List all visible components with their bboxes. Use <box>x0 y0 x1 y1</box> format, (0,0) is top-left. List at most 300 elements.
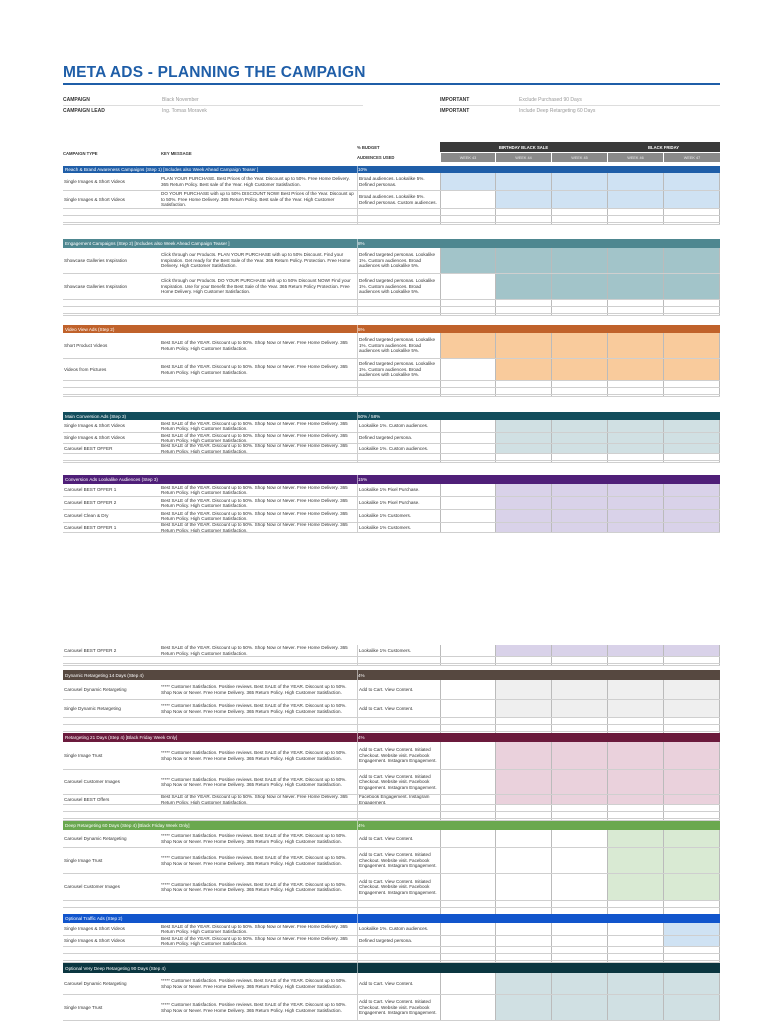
week-cell[interactable] <box>663 381 720 387</box>
important-label: IMPORTANT <box>440 97 470 103</box>
table-row <box>63 742 720 770</box>
key-message-cell: Best SALE of the YEAR. Discount up to 50%. Shop Now or Never. Free Home Delivery. 365 Return Policy. High Customer Satisfaction. <box>161 340 348 351</box>
week-cell[interactable] <box>607 510 663 522</box>
week-cell[interactable] <box>495 961 551 962</box>
week-cell[interactable] <box>495 420 551 432</box>
audience-cell: Broad audiences. Lookalike 5%. Defined personas. Custom audiences. <box>357 191 439 208</box>
table-row <box>63 805 720 812</box>
key-message-cell: Best SALE of the YEAR. Discount up to 50%. Shop Now or Never. Free Home Delivery. 365 Return Policy. High Customer Satisfaction. <box>161 523 348 532</box>
week-cell[interactable] <box>551 718 607 724</box>
week-cell[interactable] <box>663 680 720 699</box>
week-cell[interactable] <box>551 795 607 804</box>
week-cell[interactable] <box>663 420 720 432</box>
week-cell[interactable] <box>607 770 663 794</box>
week-cell[interactable] <box>551 680 607 699</box>
week-cell[interactable] <box>495 680 551 699</box>
table-row <box>63 973 720 995</box>
campaign-label: CAMPAIGN <box>63 97 90 103</box>
week-cell[interactable] <box>440 700 495 717</box>
week-cell[interactable] <box>495 333 551 358</box>
week-cell[interactable] <box>663 805 720 811</box>
week-cell[interactable] <box>495 314 551 315</box>
campaign-type-cell: Carousel Dynamic Retargeting <box>64 980 127 986</box>
week-cell[interactable] <box>440 388 495 394</box>
week-cell[interactable] <box>495 947 551 953</box>
campaign-type-cell: Single Images & Short Videos <box>64 423 125 429</box>
week-cell[interactable] <box>607 333 663 358</box>
week-cell[interactable] <box>440 461 495 462</box>
week-cell[interactable] <box>495 819 551 820</box>
week-cell[interactable] <box>551 381 607 387</box>
week-cell[interactable] <box>607 954 663 960</box>
week-cell[interactable] <box>440 300 495 306</box>
week-cell[interactable] <box>663 191 720 208</box>
audience-cell <box>357 718 439 724</box>
section-band <box>63 733 720 742</box>
week-cell[interactable] <box>551 947 607 953</box>
week-cell[interactable] <box>551 497 607 509</box>
week-cell[interactable] <box>607 718 663 724</box>
week-cell[interactable] <box>440 923 495 935</box>
week-cell[interactable] <box>607 848 663 873</box>
week-cell[interactable] <box>607 359 663 380</box>
week-cell[interactable] <box>663 433 720 443</box>
section-title: Retargeting 21 Days (Step 4) [Black Friday Week Only] <box>65 735 178 740</box>
week-cell[interactable] <box>607 461 663 462</box>
week-cell[interactable] <box>495 954 551 960</box>
week-cell[interactable] <box>440 725 495 731</box>
week-cell[interactable] <box>495 433 551 443</box>
week-cell[interactable] <box>607 874 663 900</box>
week-cell[interactable] <box>607 395 663 396</box>
week-cell[interactable] <box>551 300 607 306</box>
week-cell[interactable] <box>663 274 720 299</box>
week-cell[interactable] <box>440 274 495 299</box>
week-cell[interactable] <box>551 248 607 273</box>
week-cell[interactable] <box>495 812 551 818</box>
week-cell[interactable] <box>607 388 663 394</box>
week-cell[interactable] <box>663 314 720 315</box>
week-cell[interactable] <box>495 307 551 313</box>
week-cell[interactable] <box>607 947 663 953</box>
week-cell[interactable] <box>607 300 663 306</box>
week-cell[interactable] <box>663 874 720 900</box>
week-cell[interactable] <box>440 395 495 396</box>
week-cell[interactable] <box>495 523 551 532</box>
campaign-section <box>63 412 720 463</box>
week-cell[interactable] <box>495 395 551 396</box>
week-cell[interactable] <box>551 664 607 665</box>
table-row <box>63 173 720 191</box>
audience-cell: Add to Cart. View Content. <box>357 700 439 717</box>
week-cell[interactable] <box>440 497 495 509</box>
week-cell[interactable] <box>440 901 495 907</box>
week-cell[interactable] <box>551 420 607 432</box>
week-cell[interactable] <box>607 484 663 496</box>
week-cell[interactable] <box>607 209 663 215</box>
week-cell[interactable] <box>663 307 720 313</box>
week-cell[interactable] <box>440 874 495 900</box>
week-cell[interactable] <box>495 742 551 769</box>
week-cell[interactable] <box>663 300 720 306</box>
week-cell[interactable] <box>551 510 607 522</box>
week-cell[interactable] <box>663 484 720 496</box>
week-cell[interactable] <box>495 901 551 907</box>
week-cell[interactable] <box>607 700 663 717</box>
table-row <box>63 454 720 461</box>
week-cell[interactable] <box>663 359 720 380</box>
week-cell[interactable] <box>607 742 663 769</box>
week-cell[interactable] <box>440 954 495 960</box>
week-cell[interactable] <box>663 901 720 907</box>
audience-cell: Defined targeted personas. Lookalike 1%. Custom audiences. Broad audiences with Lookalike 5%. <box>357 333 439 358</box>
week-cell[interactable] <box>495 700 551 717</box>
week-cell[interactable] <box>607 664 663 665</box>
week-cell[interactable] <box>440 333 495 358</box>
week-cell[interactable] <box>607 936 663 946</box>
week-cell[interactable] <box>663 664 720 665</box>
week-cell[interactable] <box>440 819 495 820</box>
table-row <box>63 923 720 936</box>
week-cell[interactable] <box>663 995 720 1020</box>
week-cell[interactable] <box>495 874 551 900</box>
audience-cell: Add to Cart. View Content. <box>357 830 439 847</box>
week-cell[interactable] <box>551 700 607 717</box>
week-cell[interactable] <box>663 333 720 358</box>
week-cell[interactable] <box>551 223 607 224</box>
week-cell[interactable] <box>495 795 551 804</box>
week-cell[interactable] <box>440 420 495 432</box>
week-cell[interactable] <box>551 961 607 962</box>
week-cell[interactable] <box>663 497 720 509</box>
week-cell[interactable] <box>607 433 663 443</box>
week-cell[interactable] <box>663 961 720 962</box>
campaign-section <box>63 239 720 316</box>
week-cell[interactable] <box>607 191 663 208</box>
week-cell[interactable] <box>663 848 720 873</box>
week-cell[interactable] <box>663 461 720 462</box>
week-cell[interactable] <box>495 300 551 306</box>
week-cell[interactable] <box>551 484 607 496</box>
week-cell[interactable] <box>607 812 663 818</box>
table-row <box>63 680 720 700</box>
week-cell[interactable] <box>551 209 607 215</box>
week-cell[interactable] <box>495 923 551 935</box>
week-cell[interactable] <box>551 848 607 873</box>
week-cell[interactable] <box>663 248 720 273</box>
week-cell[interactable] <box>607 420 663 432</box>
week-cell[interactable] <box>663 645 720 656</box>
week-cell[interactable] <box>495 770 551 794</box>
week-cell[interactable] <box>440 936 495 946</box>
week-cell[interactable] <box>440 973 495 994</box>
week-cell[interactable] <box>440 795 495 804</box>
week-cell[interactable] <box>440 484 495 496</box>
section-title: Deep Retargeting 60 Days (Step 4) [Black Friday Week Only] <box>65 823 190 828</box>
week-cell[interactable] <box>440 381 495 387</box>
table-row <box>63 248 720 274</box>
week-cell[interactable] <box>551 819 607 820</box>
week-cell[interactable] <box>663 947 720 953</box>
week-cell[interactable] <box>495 359 551 380</box>
week-cell[interactable] <box>551 812 607 818</box>
week-cell[interactable] <box>440 454 495 460</box>
week-cell[interactable] <box>495 209 551 215</box>
week-cell[interactable] <box>607 645 663 656</box>
week-cell[interactable] <box>551 954 607 960</box>
week-cell[interactable] <box>663 742 720 769</box>
week-cell[interactable] <box>551 923 607 935</box>
week-cell[interactable] <box>551 973 607 994</box>
audience-cell <box>357 395 439 396</box>
table-row <box>63 484 720 497</box>
week-cell[interactable] <box>440 191 495 208</box>
week-cell[interactable] <box>495 216 551 222</box>
week-cell[interactable] <box>495 718 551 724</box>
audience-cell: Add to Cart. View Content. Initiated Checkout. Website visit. Facebook Engagement. Instagram Engagement. <box>357 995 439 1020</box>
week-cell[interactable] <box>607 381 663 387</box>
week-cell[interactable] <box>495 388 551 394</box>
week-cell[interactable] <box>607 497 663 509</box>
audience-cell: Lookalike 1%. Custom audiences. <box>357 923 439 935</box>
week-cell[interactable] <box>607 680 663 699</box>
week-cell[interactable] <box>551 461 607 462</box>
week-cell[interactable] <box>495 848 551 873</box>
week-cell[interactable] <box>440 314 495 315</box>
week-cell[interactable] <box>495 461 551 462</box>
week-cell[interactable] <box>551 645 607 656</box>
week-cell[interactable] <box>663 830 720 847</box>
week-cell[interactable] <box>551 191 607 208</box>
week-cell[interactable] <box>607 274 663 299</box>
week-cell[interactable] <box>440 307 495 313</box>
week-cell[interactable] <box>551 523 607 532</box>
week-cell[interactable] <box>440 742 495 769</box>
week-cell[interactable] <box>663 173 720 190</box>
week-cell[interactable] <box>663 936 720 946</box>
week-cell[interactable] <box>440 216 495 222</box>
week-cell[interactable] <box>607 216 663 222</box>
band-divider <box>357 963 358 973</box>
week-cell[interactable] <box>663 973 720 994</box>
week-cell[interactable] <box>440 947 495 953</box>
week-cell[interactable] <box>551 307 607 313</box>
week-cell[interactable] <box>495 381 551 387</box>
week-cell[interactable] <box>440 645 495 656</box>
week-cell[interactable] <box>495 191 551 208</box>
week-cell[interactable] <box>551 657 607 663</box>
section-band <box>63 412 720 420</box>
audience-cell: Lookalike 1%. Custom audiences. <box>357 420 439 432</box>
week-cell[interactable] <box>663 725 720 731</box>
key-message-cell: Best SALE of the YEAR. Discount up to 50%. Shop Now or Never. Free Home Delivery. 365 Return Policy. High Customer Satisfaction. <box>161 795 348 804</box>
week-cell[interactable] <box>663 395 720 396</box>
key-message-header: KEY MESSAGE <box>161 151 192 156</box>
campaign-type-cell: Carousel Clean & Dry <box>64 513 109 519</box>
week-cell[interactable] <box>440 444 495 453</box>
section-title: Main Conversion Ads (Step 3) <box>65 413 127 419</box>
key-message-cell: ***** Customer Satisfaction. Positive reviews. Best SALE of the YEAR. Discount up to 50%. Shop Now or Never. Free Home Delivery. 365 Return Policy. High Customer Satisfaction. <box>161 750 347 761</box>
audience-cell <box>357 461 439 462</box>
week-cell[interactable] <box>607 819 663 820</box>
week-cell[interactable] <box>663 923 720 935</box>
week-cell[interactable] <box>440 680 495 699</box>
week-cell[interactable] <box>607 523 663 532</box>
week-cell[interactable] <box>440 770 495 794</box>
week-cell[interactable] <box>551 830 607 847</box>
campaign-type-cell: Single Images & Short Videos <box>64 196 125 202</box>
budget-value: 15% <box>358 477 368 482</box>
week-cell[interactable] <box>551 333 607 358</box>
audience-cell <box>357 961 439 962</box>
week-cell[interactable] <box>607 223 663 224</box>
table-row <box>63 664 720 666</box>
week-cell[interactable] <box>551 395 607 396</box>
week-cell[interactable] <box>440 173 495 190</box>
table-row <box>63 420 720 433</box>
week-cell[interactable] <box>607 805 663 811</box>
campaign-section <box>63 821 720 917</box>
week-cell[interactable] <box>440 812 495 818</box>
week-cell[interactable] <box>663 510 720 522</box>
week-cell[interactable] <box>551 901 607 907</box>
week-cell[interactable] <box>440 657 495 663</box>
week-cell[interactable] <box>495 248 551 273</box>
week-cell[interactable] <box>495 444 551 453</box>
week-cell[interactable] <box>663 819 720 820</box>
week-cell[interactable] <box>551 314 607 315</box>
week-cell[interactable] <box>551 805 607 811</box>
week-cell[interactable] <box>551 388 607 394</box>
week-cell[interactable] <box>551 216 607 222</box>
week-cell[interactable] <box>663 454 720 460</box>
week-cell[interactable] <box>663 954 720 960</box>
week-cell[interactable] <box>607 995 663 1020</box>
week-cell[interactable] <box>551 359 607 380</box>
week-cell[interactable] <box>495 223 551 224</box>
week-cell[interactable] <box>607 657 663 663</box>
week-cell[interactable] <box>495 657 551 663</box>
week-cell[interactable] <box>607 961 663 962</box>
week-cell[interactable] <box>607 923 663 935</box>
week-cell[interactable] <box>495 664 551 665</box>
week-cell[interactable] <box>495 484 551 496</box>
week-cell[interactable] <box>495 274 551 299</box>
week-cell[interactable] <box>440 718 495 724</box>
week-cell[interactable] <box>440 848 495 873</box>
week-cell[interactable] <box>440 359 495 380</box>
week-cell[interactable] <box>663 388 720 394</box>
week-cell[interactable] <box>440 995 495 1020</box>
week-cell[interactable] <box>551 454 607 460</box>
week-cell[interactable] <box>440 433 495 443</box>
week-cell[interactable] <box>551 173 607 190</box>
week-cell[interactable] <box>440 209 495 215</box>
audience-cell <box>357 954 439 960</box>
week-cell[interactable] <box>495 497 551 509</box>
section-band <box>63 914 720 923</box>
week-cell[interactable] <box>663 444 720 453</box>
week-cell[interactable] <box>607 444 663 453</box>
audience-cell: Lookalike 1%. Custom audiences. <box>357 444 439 453</box>
table-row <box>63 523 720 533</box>
week-cell[interactable] <box>551 770 607 794</box>
week-cell[interactable] <box>495 454 551 460</box>
week-cell[interactable] <box>440 523 495 532</box>
week-cell[interactable] <box>440 664 495 665</box>
week-cell[interactable] <box>495 995 551 1020</box>
campaign-lead-value: Ing. Tomas Moravek <box>162 108 207 114</box>
campaign-lead-label: CAMPAIGN LEAD <box>63 108 105 114</box>
week-cell[interactable] <box>607 795 663 804</box>
audience-cell <box>357 819 439 820</box>
table-row <box>63 223 720 225</box>
week-cell[interactable] <box>663 795 720 804</box>
week-cell[interactable] <box>607 173 663 190</box>
week-cell[interactable] <box>607 901 663 907</box>
week-cell[interactable] <box>495 173 551 190</box>
week-cell[interactable] <box>495 725 551 731</box>
key-message-cell: Best SALE of the YEAR. Discount up to 50%. Shop Now or Never. Free Home Delivery. 365 Return Policy. High Customer Satisfaction. <box>161 444 348 453</box>
week-cell[interactable] <box>551 444 607 453</box>
week-cell[interactable] <box>440 510 495 522</box>
key-message-cell: Click through our Products. DO YOUR PURCHASE with up to 50% Discount NOW! Find your Inspiration. Use for your Benefit the Best Sale of the Year. 365 Return Policy Protection. Free Home Delivery. High Customer Satisfaction. <box>161 278 351 295</box>
key-message-cell: ***** Customer Satisfaction. Positive reviews. Best SALE of the YEAR. Discount up to 50%. Shop Now or Never. Free Home Delivery. 365 Return Policy. High Customer Satisfaction. <box>161 881 347 892</box>
week-cell[interactable] <box>440 248 495 273</box>
budget-value: 8% <box>358 241 365 246</box>
week-cell[interactable] <box>663 223 720 224</box>
key-message-cell: ***** Customer Satisfaction. Positive reviews. Best SALE of the YEAR. Discount up to 50%. Shop Now or Never. Free Home Delivery. 365 Return Policy. High Customer Satisfaction. <box>161 703 347 714</box>
week-cell[interactable] <box>495 645 551 656</box>
week-cell[interactable] <box>607 307 663 313</box>
week-cell[interactable] <box>551 433 607 443</box>
audience-cell: Lookalike 1% Customers. <box>357 510 439 522</box>
week-cell[interactable] <box>495 805 551 811</box>
week-cell[interactable] <box>663 523 720 532</box>
week-cell[interactable] <box>607 248 663 273</box>
week-cell[interactable] <box>663 700 720 717</box>
week-cell[interactable] <box>551 936 607 946</box>
week-cell[interactable] <box>607 314 663 315</box>
week-cell[interactable] <box>663 812 720 818</box>
week-cell[interactable] <box>440 830 495 847</box>
week-cell[interactable] <box>663 216 720 222</box>
key-message-cell: ***** Customer Satisfaction. Positive reviews. Best SALE of the YEAR. Discount up to 50%. Shop Now or Never. Free Home Delivery. 365 Return Policy. High Customer Satisfaction. <box>161 1002 347 1013</box>
week-cell[interactable] <box>495 936 551 946</box>
week-cell[interactable] <box>440 223 495 224</box>
week-cell[interactable] <box>663 657 720 663</box>
week-cell[interactable] <box>495 973 551 994</box>
week-cell[interactable] <box>663 209 720 215</box>
week-cell[interactable] <box>551 995 607 1020</box>
week-cell[interactable] <box>551 274 607 299</box>
week-cell[interactable] <box>551 725 607 731</box>
budget-value: 5% <box>358 326 365 332</box>
week-cell[interactable] <box>495 830 551 847</box>
week-cell[interactable] <box>607 454 663 460</box>
week-cell[interactable] <box>440 961 495 962</box>
week-cell[interactable] <box>551 874 607 900</box>
week-cell[interactable] <box>607 725 663 731</box>
week-cell[interactable] <box>495 510 551 522</box>
week-cell[interactable] <box>551 742 607 769</box>
week-cell[interactable] <box>663 770 720 794</box>
week-cell[interactable] <box>440 805 495 811</box>
campaign-type-cell: Single Images & Short Videos <box>64 435 125 441</box>
week-cell[interactable] <box>663 718 720 724</box>
week-cell[interactable] <box>607 830 663 847</box>
week-cell[interactable] <box>607 973 663 994</box>
